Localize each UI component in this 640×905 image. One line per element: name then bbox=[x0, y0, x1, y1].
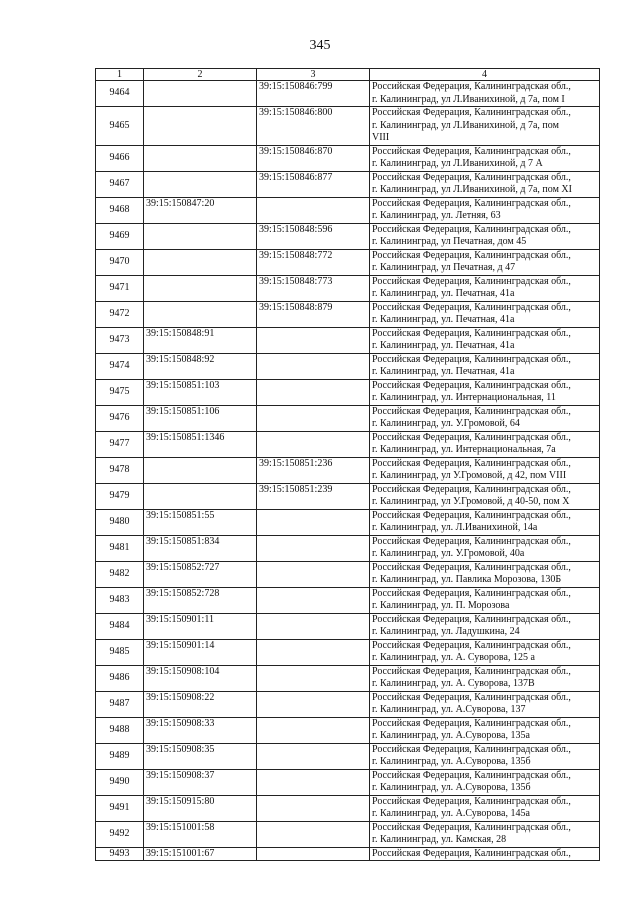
cadastral-number-col3-cell bbox=[257, 379, 370, 405]
address-line: г. Калининград, ул У.Громовой, д 42, пом VIII bbox=[372, 470, 567, 481]
cadastral-number-col2-cell: 39:15:150848:92 bbox=[144, 353, 257, 379]
table-row bbox=[96, 743, 600, 769]
row-number-cell: 9469 bbox=[96, 223, 144, 249]
table-row bbox=[96, 483, 600, 509]
table-row bbox=[96, 847, 600, 861]
table-row bbox=[96, 249, 600, 275]
cadastral-number-col2-cell bbox=[144, 457, 257, 483]
address-cell bbox=[370, 509, 600, 535]
row-number-cell: 9476 bbox=[96, 405, 144, 431]
row-number-cell: 9484 bbox=[96, 613, 144, 639]
cadastral-number-col3-cell bbox=[257, 587, 370, 613]
cadastral-number-col2-cell: 39:15:150847:20 bbox=[144, 197, 257, 223]
address-line: г. Калининград, ул. А.Суворова, 135б bbox=[372, 782, 531, 793]
address-line: Российская Федерация, Калининградская обл., bbox=[372, 379, 571, 391]
address-line: г. Калининград, ул У.Громовой, д 40-50, пом X bbox=[372, 496, 570, 507]
table-row bbox=[96, 769, 600, 795]
address-line: г. Калининград, ул. У.Громовой, 40а bbox=[372, 548, 525, 559]
address-line: Российская Федерация, Калининградская обл., bbox=[372, 275, 571, 287]
address-line: Российская Федерация, Калининградская обл., bbox=[372, 81, 571, 92]
address-cell bbox=[370, 743, 600, 769]
table-row bbox=[96, 145, 600, 171]
column-header-1: 1 bbox=[96, 69, 144, 81]
table-row bbox=[96, 81, 600, 107]
column-header-2: 2 bbox=[144, 69, 257, 81]
address-line: г. Калининград, ул. Павлика Морозова, 130Б bbox=[372, 574, 562, 585]
address-line: г. Калининград, ул. Печатная, 41а bbox=[372, 288, 515, 299]
cadastral-number-col2-cell: 39:15:150901:14 bbox=[144, 639, 257, 665]
address-line: Российская Федерация, Калининградская обл., bbox=[372, 145, 571, 157]
cadastral-number-col3-cell bbox=[257, 509, 370, 535]
address-line: Российская Федерация, Калининградская обл., bbox=[372, 223, 571, 235]
address-cell bbox=[370, 665, 600, 691]
cadastral-number-col2-cell: 39:15:150851:55 bbox=[144, 509, 257, 535]
cadastral-number-col2-cell: 39:15:150908:104 bbox=[144, 665, 257, 691]
address-line: Российская Федерация, Калининградская обл., bbox=[372, 509, 571, 521]
cadastral-number-col2-cell bbox=[144, 483, 257, 509]
address-line: г. Калининград, ул Л.Иванихиной, д 7 А bbox=[372, 158, 543, 169]
address-cell bbox=[370, 107, 600, 146]
row-number-cell: 9477 bbox=[96, 431, 144, 457]
address-line: Российская Федерация, Калининградская обл., bbox=[372, 613, 571, 625]
cadastral-number-col2-cell: 39:15:150908:35 bbox=[144, 743, 257, 769]
address-cell bbox=[370, 171, 600, 197]
table-row bbox=[96, 197, 600, 223]
cadastral-number-col2-cell: 39:15:150848:91 bbox=[144, 327, 257, 353]
address-line: г. Калининград, ул Печатная, д 47 bbox=[372, 262, 516, 273]
table-row bbox=[96, 431, 600, 457]
register-table-body bbox=[96, 69, 600, 861]
row-number-cell: 9490 bbox=[96, 769, 144, 795]
row-number-cell: 9471 bbox=[96, 275, 144, 301]
address-line: Российская Федерация, Калининградская обл., bbox=[372, 327, 571, 339]
row-number-cell: 9466 bbox=[96, 145, 144, 171]
address-line: Российская Федерация, Калининградская обл., bbox=[372, 639, 571, 651]
row-number-cell: 9473 bbox=[96, 327, 144, 353]
cadastral-number-col3-cell bbox=[257, 717, 370, 743]
cadastral-number-col2-cell: 39:15:151001:58 bbox=[144, 821, 257, 847]
address-line: г. Калининград, ул Л.Иванихиной, д 7а, пом I bbox=[372, 93, 565, 105]
table-row bbox=[96, 639, 600, 665]
address-cell bbox=[370, 457, 600, 483]
address-cell bbox=[370, 249, 600, 275]
cadastral-number-col2-cell bbox=[144, 107, 257, 146]
cadastral-number-col3-cell bbox=[257, 197, 370, 223]
table-row bbox=[96, 405, 600, 431]
address-cell bbox=[370, 587, 600, 613]
row-number-cell: 9481 bbox=[96, 535, 144, 561]
row-number-cell: 9470 bbox=[96, 249, 144, 275]
address-line: Российская Федерация, Калининградская обл., bbox=[372, 769, 571, 781]
address-cell bbox=[370, 613, 600, 639]
cadastral-number-col2-cell bbox=[144, 223, 257, 249]
cadastral-number-col2-cell bbox=[144, 249, 257, 275]
row-number-cell: 9478 bbox=[96, 457, 144, 483]
cadastral-number-col3-cell bbox=[257, 769, 370, 795]
address-cell bbox=[370, 769, 600, 795]
address-cell bbox=[370, 81, 600, 107]
row-number-cell: 9472 bbox=[96, 301, 144, 327]
cadastral-number-col2-cell: 39:15:150908:22 bbox=[144, 691, 257, 717]
address-cell bbox=[370, 145, 600, 171]
cadastral-number-col2-cell bbox=[144, 145, 257, 171]
cadastral-number-col3-cell: 39:15:150848:772 bbox=[257, 249, 370, 275]
row-number-cell: 9491 bbox=[96, 795, 144, 821]
address-line: Российская Федерация, Калининградская обл., bbox=[372, 691, 571, 703]
table-row bbox=[96, 223, 600, 249]
address-line: г. Калининград, ул. А.Суворова, 135а bbox=[372, 730, 530, 741]
table-header-row bbox=[96, 69, 600, 81]
address-cell bbox=[370, 197, 600, 223]
cadastral-number-col3-cell bbox=[257, 327, 370, 353]
row-number-cell: 9465 bbox=[96, 107, 144, 146]
address-line: Российская Федерация, Калининградская обл., bbox=[372, 107, 571, 118]
table-row bbox=[96, 107, 600, 146]
address-line: г. Калининград, ул. А.Суворова, 145а bbox=[372, 808, 530, 819]
address-cell bbox=[370, 535, 600, 561]
address-line: г. Калининград, ул. Л.Иванихиной, 14а bbox=[372, 522, 538, 533]
address-line: Российская Федерация, Калининградская обл., bbox=[372, 743, 571, 755]
address-cell bbox=[370, 821, 600, 847]
row-number-cell: 9492 bbox=[96, 821, 144, 847]
row-number-cell: 9479 bbox=[96, 483, 144, 509]
cadastral-number-col2-cell: 39:15:150851:834 bbox=[144, 535, 257, 561]
address-line: г. Калининград, ул. У.Громовой, 64 bbox=[372, 418, 520, 429]
cadastral-number-col3-cell bbox=[257, 665, 370, 691]
row-number-cell: 9485 bbox=[96, 639, 144, 665]
cadastral-number-col2-cell: 39:15:151001:67 bbox=[144, 847, 257, 861]
address-line: Российская Федерация, Калининградская обл., bbox=[372, 249, 571, 261]
table-row bbox=[96, 535, 600, 561]
address-line: Российская Федерация, Калининградская обл., bbox=[372, 353, 571, 365]
row-number-cell: 9482 bbox=[96, 561, 144, 587]
row-number-cell: 9475 bbox=[96, 379, 144, 405]
address-line: г. Калининград, ул. Интернациональная, 11 bbox=[372, 392, 556, 403]
address-cell bbox=[370, 301, 600, 327]
address-line: VIII bbox=[372, 132, 390, 143]
address-cell bbox=[370, 717, 600, 743]
cadastral-number-col3-cell bbox=[257, 613, 370, 639]
address-line: г. Калининград, ул. Летняя, 63 bbox=[372, 210, 501, 221]
cadastral-number-col3-cell bbox=[257, 405, 370, 431]
cadastral-number-col2-cell: 39:15:150852:728 bbox=[144, 587, 257, 613]
address-line: Российская Федерация, Калининградская обл., bbox=[372, 795, 571, 807]
address-line: г. Калининград, ул. Ладушкина, 24 bbox=[372, 626, 520, 637]
address-line: Российская Федерация, Калининградская обл., bbox=[372, 197, 571, 209]
cadastral-number-col2-cell bbox=[144, 275, 257, 301]
row-number-cell: 9474 bbox=[96, 353, 144, 379]
address-line: г. Калининград, ул Печатная, дом 45 bbox=[372, 236, 527, 247]
address-line: Российская Федерация, Калининградская обл., bbox=[372, 665, 571, 677]
address-line: Российская Федерация, Калининградская обл., bbox=[372, 821, 571, 833]
address-cell bbox=[370, 353, 600, 379]
address-line: Российская Федерация, Калининградская обл., bbox=[372, 405, 571, 417]
table-row bbox=[96, 171, 600, 197]
address-line: Российская Федерация, Калининградская обл., bbox=[372, 431, 571, 443]
address-cell bbox=[370, 327, 600, 353]
table-row bbox=[96, 665, 600, 691]
address-line: г. Калининград, ул. А.Суворова, 135б bbox=[372, 756, 531, 767]
cadastral-number-col3-cell bbox=[257, 795, 370, 821]
address-cell bbox=[370, 405, 600, 431]
table-row bbox=[96, 821, 600, 847]
cadastral-number-col3-cell bbox=[257, 821, 370, 847]
cadastral-number-col2-cell: 39:15:150851:106 bbox=[144, 405, 257, 431]
address-line: Российская Федерация, Калининградская обл., bbox=[372, 457, 571, 469]
cadastral-number-col2-cell: 39:15:150915:80 bbox=[144, 795, 257, 821]
address-line: Российская Федерация, Калининградская обл., bbox=[372, 717, 571, 729]
table-row bbox=[96, 327, 600, 353]
address-line: г. Калининград, ул. Печатная, 41а bbox=[372, 314, 515, 325]
cadastral-number-col3-cell bbox=[257, 561, 370, 587]
row-number-cell: 9483 bbox=[96, 587, 144, 613]
address-line: Российская Федерация, Калининградская обл., bbox=[372, 535, 571, 547]
row-number-cell: 9464 bbox=[96, 81, 144, 107]
register-table bbox=[95, 68, 600, 861]
table-row bbox=[96, 587, 600, 613]
table-row bbox=[96, 275, 600, 301]
address-cell bbox=[370, 483, 600, 509]
address-cell bbox=[370, 275, 600, 301]
cadastral-number-col2-cell: 39:15:150851:1346 bbox=[144, 431, 257, 457]
table-row bbox=[96, 613, 600, 639]
address-cell bbox=[370, 639, 600, 665]
cadastral-number-col2-cell bbox=[144, 81, 257, 107]
cadastral-number-col3-cell: 39:15:150846:799 bbox=[257, 81, 370, 107]
address-line: г. Калининград, ул. А.Суворова, 137 bbox=[372, 704, 526, 715]
cadastral-number-col2-cell bbox=[144, 301, 257, 327]
address-line: Российская Федерация, Калининградская обл., bbox=[372, 587, 571, 599]
row-number-cell: 9488 bbox=[96, 717, 144, 743]
address-cell bbox=[370, 561, 600, 587]
cadastral-number-col3-cell: 39:15:150848:879 bbox=[257, 301, 370, 327]
row-number-cell: 9467 bbox=[96, 171, 144, 197]
page-number: 345 bbox=[309, 38, 331, 53]
address-line: г. Калининград, ул. Печатная, 41а bbox=[372, 366, 515, 377]
cadastral-number-col2-cell: 39:15:150908:37 bbox=[144, 769, 257, 795]
address-line: г. Калининград, ул. Интернациональная, 7а bbox=[372, 444, 556, 455]
row-number-cell: 9480 bbox=[96, 509, 144, 535]
cadastral-number-col3-cell bbox=[257, 691, 370, 717]
address-line: г. Калининград, ул. А. Суворова, 137В bbox=[372, 678, 535, 689]
table-row bbox=[96, 795, 600, 821]
column-header-4: 4 bbox=[370, 69, 600, 81]
table-row bbox=[96, 561, 600, 587]
address-line: Российская Федерация, Калининградская обл., bbox=[372, 483, 571, 495]
cadastral-number-col3-cell bbox=[257, 431, 370, 457]
address-line: г. Калининград, ул Л.Иванихиной, д 7а, пом bbox=[372, 119, 559, 131]
cadastral-number-col3-cell bbox=[257, 847, 370, 861]
table-row bbox=[96, 301, 600, 327]
cadastral-number-col2-cell: 39:15:150908:33 bbox=[144, 717, 257, 743]
cadastral-number-col2-cell bbox=[144, 171, 257, 197]
cadastral-number-col3-cell bbox=[257, 639, 370, 665]
row-number-cell: 9468 bbox=[96, 197, 144, 223]
address-cell bbox=[370, 795, 600, 821]
address-line: Российская Федерация, Калининградская обл., bbox=[372, 847, 571, 859]
cadastral-number-col3-cell: 39:15:150851:236 bbox=[257, 457, 370, 483]
address-line: г. Калининград, ул. П. Морозова bbox=[372, 600, 510, 611]
table-row bbox=[96, 353, 600, 379]
cadastral-number-col3-cell: 39:15:150846:877 bbox=[257, 171, 370, 197]
cadastral-number-col3-cell bbox=[257, 743, 370, 769]
table-row bbox=[96, 717, 600, 743]
table-row bbox=[96, 379, 600, 405]
cadastral-number-col2-cell: 39:15:150851:103 bbox=[144, 379, 257, 405]
column-header-3: 3 bbox=[257, 69, 370, 81]
address-cell bbox=[370, 847, 600, 861]
address-line: г. Калининград, ул Л.Иванихиной, д 7а, пом XI bbox=[372, 184, 572, 195]
cadastral-number-col3-cell bbox=[257, 353, 370, 379]
table-row bbox=[96, 457, 600, 483]
address-cell bbox=[370, 379, 600, 405]
cadastral-number-col3-cell: 39:15:150848:596 bbox=[257, 223, 370, 249]
address-line: г. Калининград, ул. Печатная, 41а bbox=[372, 340, 515, 351]
cadastral-number-col3-cell: 39:15:150846:800 bbox=[257, 107, 370, 146]
cadastral-number-col3-cell: 39:15:150851:239 bbox=[257, 483, 370, 509]
cadastral-number-col3-cell bbox=[257, 535, 370, 561]
address-line: Российская Федерация, Калининградская обл., bbox=[372, 301, 571, 313]
table-row bbox=[96, 509, 600, 535]
cadastral-number-col2-cell: 39:15:150852:727 bbox=[144, 561, 257, 587]
address-line: Российская Федерация, Калининградская обл., bbox=[372, 561, 571, 573]
address-cell bbox=[370, 223, 600, 249]
cadastral-number-col3-cell: 39:15:150846:870 bbox=[257, 145, 370, 171]
address-line: Российская Федерация, Калининградская обл., bbox=[372, 171, 571, 183]
address-line: г. Калининград, ул. Камская, 28 bbox=[372, 834, 507, 845]
address-cell bbox=[370, 691, 600, 717]
table-row bbox=[96, 691, 600, 717]
cadastral-number-col3-cell: 39:15:150848:773 bbox=[257, 275, 370, 301]
row-number-cell: 9487 bbox=[96, 691, 144, 717]
address-cell bbox=[370, 431, 600, 457]
cadastral-number-col2-cell: 39:15:150901:11 bbox=[144, 613, 257, 639]
row-number-cell: 9489 bbox=[96, 743, 144, 769]
row-number-cell: 9486 bbox=[96, 665, 144, 691]
row-number-cell: 9493 bbox=[96, 847, 144, 861]
address-line: г. Калининград, ул. А. Суворова, 125 а bbox=[372, 652, 535, 663]
